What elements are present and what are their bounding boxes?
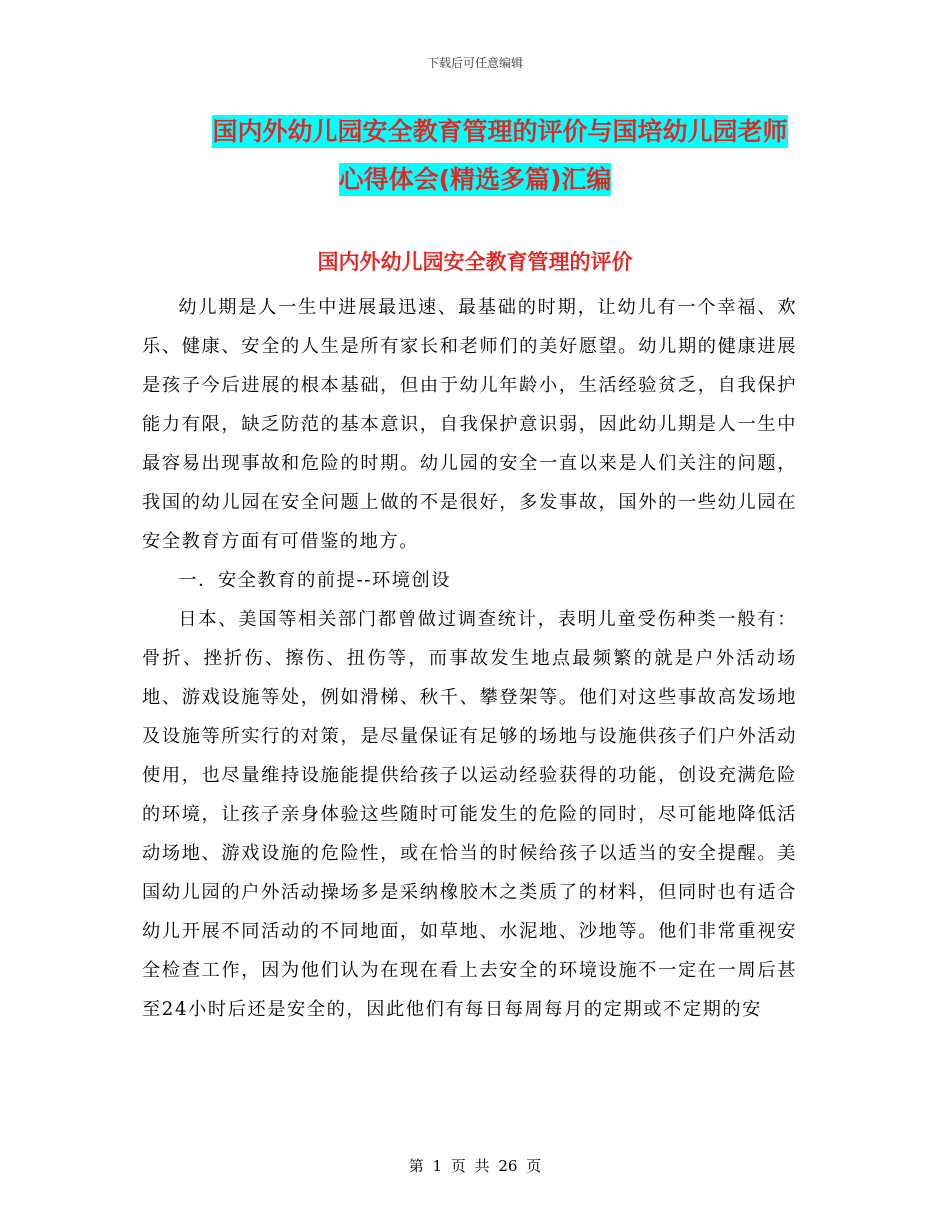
document-title-line-1 — [50, 108, 950, 156]
document-title-line-2 — [0, 156, 950, 204]
body-text — [142, 288, 797, 1029]
title-highlight-2: 心得体会(精选多篇)汇编 — [338, 165, 612, 194]
title-highlight-1: 国内外幼儿园安全教育管理的评价与国培幼儿园老师 — [212, 117, 788, 146]
header-note: 下载后可任意编辑 — [426, 56, 523, 70]
paragraph-heading-1: 一．安全教育的前提--环境创设 — [178, 570, 452, 591]
document-title — [0, 108, 950, 204]
section-title: 国内外幼儿园安全教育管理的评价 — [317, 250, 633, 274]
paragraph-intro: 幼儿期是人一生中进展最迅速、最基础的时期，让幼儿有一个幸福、欢乐、健康、安全的人生是所有家长和老师们的美好愿望。幼儿期的健康进展是孩子今后进展的根本基础，但由于幼儿年龄小，生活经验贫乏，自我保护能力有限，缺乏防范的基本意识，自我保护意识弱，因此幼儿期是人一生中最容易出现事故和危险的时期。幼儿园的安全一直以来是人们关注的问题，我国的幼儿园在安全问题上做的不是很好，多发事故，国外的一些幼儿园在安全教育方面有可借鉴的地方。 — [142, 297, 797, 552]
page-footer: 第 1 页 共 26 页 — [408, 1157, 542, 1175]
paragraph-environment: 日本、美国等相关部门都曾做过调查统计，表明儿童受伤种类一般有：骨折、挫折伤、擦伤、扭伤等，而事故发生地点最频繁的就是户外活动场地、游戏设施等处，例如滑梯、秋千、攀登架等。他们对这些事故高发场地及设施等所实行的对策，是尽量保证有足够的场地与设施供孩子们户外活动使用，也尽量维持设施能提供给孩子以运动经验获得的功能，创设充满危险的环境，让孩子亲身体验这些随时可能发生的危险的同时，尽可能地降低活动场地、游戏设施的危险性，或在恰当的时候给孩子以适当的安全提醒。美国幼儿园的户外活动操场多是采纳橡胶木之类质了的材料，但同时也有适合幼儿开展不同活动的不同地面，如草地、水泥地、沙地等。他们非常重视安全检查工作，因为他们认为在现在看上去安全的环境设施不一定在一周后甚至24小时后还是安全的，因此他们有每日每周每月的定期或不定期的安 — [142, 609, 797, 1020]
